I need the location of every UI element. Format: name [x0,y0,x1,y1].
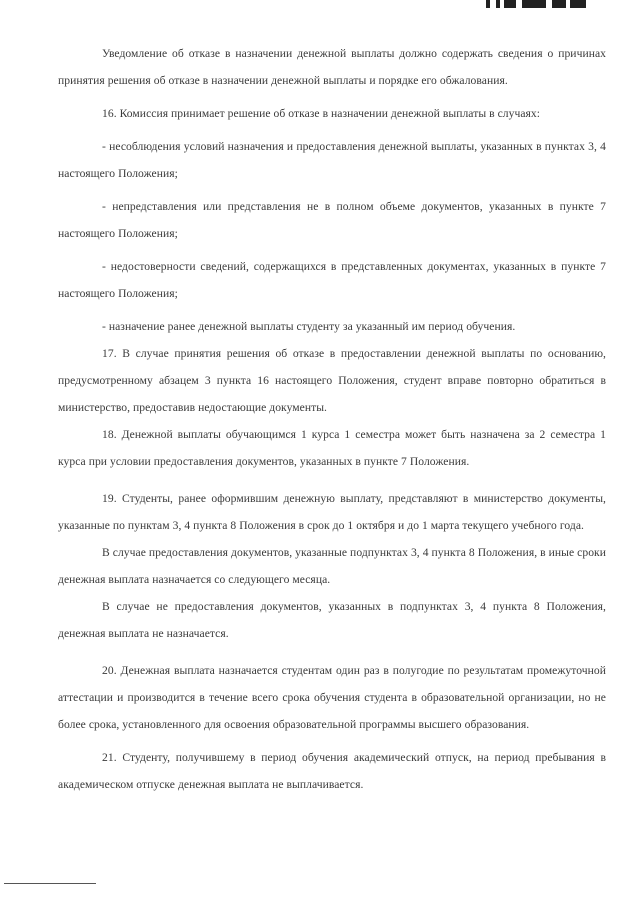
paragraph-18: 18. Денежной выплаты обучающимся 1 курса 1 семестра может быть назначена за 2 семестра 1 курса при условии предоставления документов, указанных в пункте 7 Положения. [58,428,606,468]
document-body [58,40,606,798]
footnote-divider [4,883,96,884]
paragraph-16: 16. Комиссия принимает решение об отказе в назначении денежной выплаты в случаях: [102,107,541,120]
paragraph-16-item-1: - несоблюдения условий назначения и предоставления денежной выплаты, указанных в пунктах 3, 4 настоящего Положения; [58,140,606,180]
paragraph-19-alt-terms: В случае предоставления документов, указанные подпунктах 3, 4 пункта 8 Положения, в иные сроки денежная выплата назначается со следующего месяца. [58,546,606,586]
paragraph-17: 17. В случае принятия решения об отказе в предоставлении денежной выплаты по основанию, предусмотренному абзацем 3 пункта 16 настоящего Положения, студент вправе повторно обратиться в министерство, предоставив недостающие документы. [58,347,606,414]
paragraph-19-no-docs: В случае не предоставления документов, указанных в подпунктах 3, 4 пункта 8 Положения, денежная выплата не назначается. [58,600,606,640]
paragraph-16-item-3: - недостоверности сведений, содержащихся в представленных документах, указанных в пункте 7 настоящего Положения; [58,260,606,300]
paragraph-20: 20. Денежная выплата назначается студентам один раз в полугодие по результатам промежуточной аттестации и производится в течение всего срока обучения студента в образовательной организации, но не более срока, установленного для освоения образовательной программы высшего образования. [58,664,606,731]
paragraph-16-item-2: - непредставления или представления не в полном объеме документов, указанных в пункте 7 настоящего Положения; [58,200,606,240]
paragraph-16-item-4: - назначение ранее денежной выплаты студенту за указанный им период обучения. [102,320,516,333]
paragraph-21: 21. Студенту, получившему в период обучения академический отпуск, на период пребывания в академическом отпуске денежная выплата не выплачивается. [58,751,606,791]
paragraph-refusal-notice: Уведомление об отказе в назначении денежной выплаты должно содержать сведения о причинах принятия решения об отказе в назначении денежной выплаты и порядке его обжалования. [58,47,606,87]
scan-barcode-mark [486,0,586,8]
paragraph-19: 19. Студенты, ранее оформившим денежную выплату, представляют в министерство документы, указанные по пунктам 3, 4 пункта 8 Положения в срок до 1 октября и до 1 марта текущего учебного года. [58,492,606,532]
